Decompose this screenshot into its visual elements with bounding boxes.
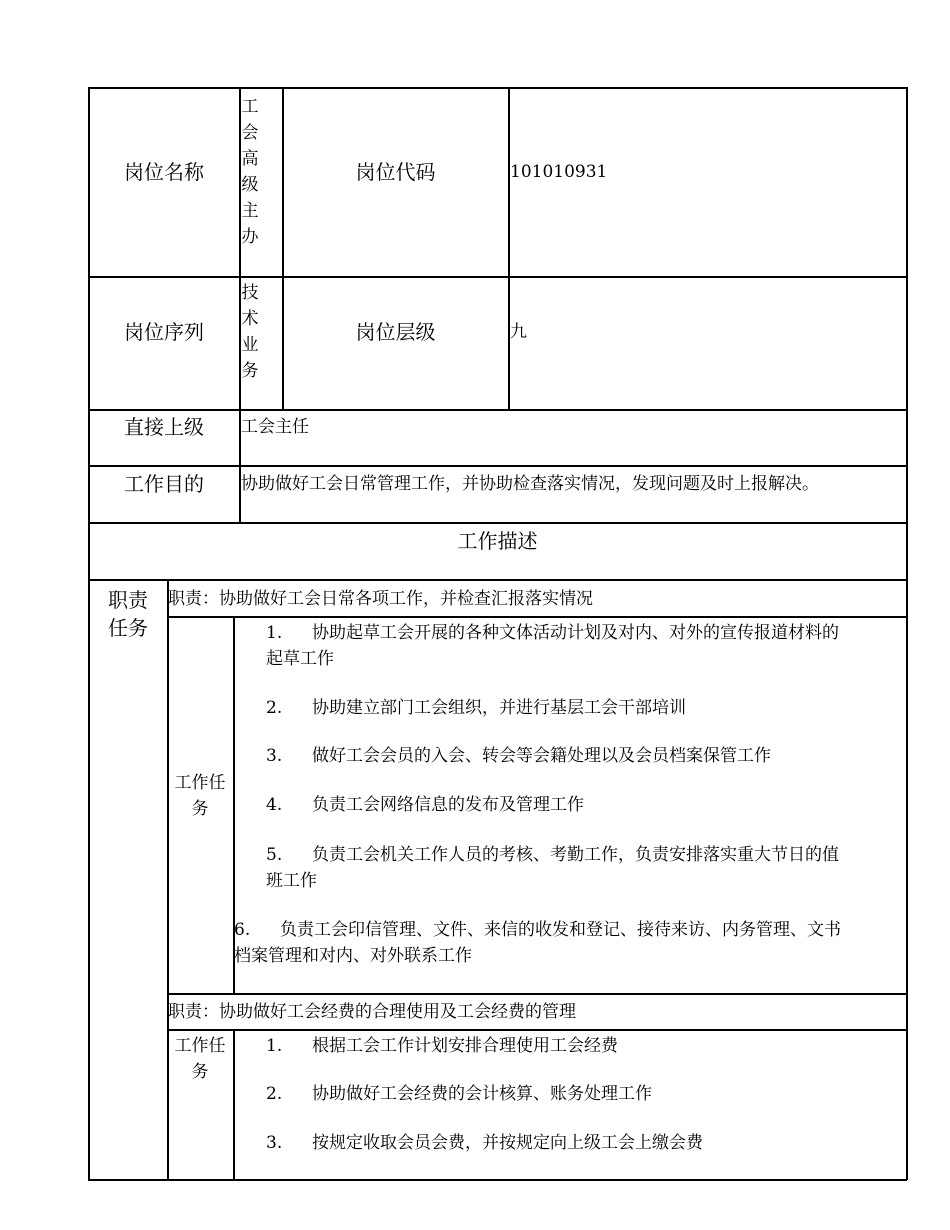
- task-number: 3.: [266, 1133, 283, 1153]
- duty1-task-item: [266, 696, 686, 720]
- row-divider: [88, 465, 907, 467]
- duty2-task-item: [266, 1131, 703, 1155]
- row-divider: [167, 993, 907, 995]
- task-text: 协助做好工会经费的会计核算、账务处理工作: [312, 1084, 652, 1104]
- direct-superior-value: 工会主任: [241, 417, 309, 437]
- table-border-top: [88, 87, 907, 89]
- duty1-task-item-cont: 班工作: [266, 871, 317, 891]
- row-divider: [167, 616, 907, 618]
- task-number: 3.: [266, 746, 283, 766]
- duty2-title: 职责：协助做好工会经费的合理使用及工会经费的管理: [168, 1002, 576, 1022]
- duty1-tasks-label: [168, 770, 232, 822]
- direct-superior-label: 直接上级: [124, 415, 204, 439]
- position-name-value: 工会高级主办: [241, 97, 259, 247]
- task-number: 5.: [266, 845, 283, 865]
- tasks-label-line2: 务: [191, 799, 209, 819]
- duties-label-line2: 任务: [108, 616, 148, 640]
- row-divider: [88, 409, 907, 411]
- position-name-label: 岗位名称: [124, 160, 204, 184]
- task-text: 负责工会印信管理、文件、来信的收发和登记、接待来访、内务管理、文书: [280, 920, 841, 940]
- position-level-label: 岗位层级: [355, 320, 436, 344]
- duties-label-line1: 职责: [108, 588, 148, 612]
- position-code-value: 101010931: [510, 162, 608, 182]
- duty1-task-item-cont: 起草工作: [266, 649, 334, 669]
- tasks-label-line2: 务: [191, 1062, 209, 1082]
- row-divider: [167, 1029, 907, 1031]
- work-purpose-label: 工作目的: [124, 472, 204, 496]
- task-text: 协助起草工会开展的各种文体活动计划及对内、对外的宣传报道材料的: [312, 623, 839, 643]
- position-sequence-label: 岗位序列: [124, 320, 204, 344]
- task-number: 2.: [266, 1084, 283, 1104]
- table-border-right: [906, 87, 908, 1180]
- task-text: 协助建立部门工会组织，并进行基层工会干部培训: [312, 698, 686, 718]
- col-divider: [282, 87, 284, 410]
- duty2-tasks-label: [168, 1033, 232, 1085]
- duty1-task-item: [266, 621, 896, 645]
- row-divider: [88, 522, 907, 524]
- task-text: 根据工会工作计划安排合理使用工会经费: [312, 1036, 618, 1056]
- duties-label: [89, 586, 167, 642]
- task-number: 6.: [234, 920, 251, 940]
- task-number: 2.: [266, 698, 283, 718]
- duty1-title: 职责：协助做好工会日常各项工作，并检查汇报落实情况: [168, 589, 593, 609]
- col-divider: [167, 579, 169, 1180]
- task-text: 负责工会机关工作人员的考核、考勤工作，负责安排落实重大节日的值: [312, 845, 839, 865]
- duty1-task-item: [266, 843, 896, 867]
- duty2-task-item: [266, 1082, 652, 1106]
- duty1-task-item: [234, 918, 904, 942]
- col-divider: [233, 1029, 235, 1180]
- task-number: 1.: [266, 623, 283, 643]
- task-number: 4.: [266, 795, 283, 815]
- position-sequence-value: 技术业务: [241, 283, 259, 381]
- work-description-header: 工作描述: [457, 529, 538, 553]
- task-text: 按规定收取会员会费，并按规定向上级工会上缴会费: [312, 1133, 703, 1153]
- task-number: 1.: [266, 1036, 283, 1056]
- duty2-task-item: [266, 1034, 618, 1058]
- table-border-bottom: [88, 1179, 907, 1181]
- duty1-task-item: [266, 793, 584, 817]
- tasks-label-line1: 工作任: [174, 1036, 226, 1056]
- tasks-label-line1: 工作任: [174, 773, 226, 793]
- work-purpose-value: 协助做好工会日常管理工作，并协助检查落实情况，发现问题及时上报解决。: [241, 474, 819, 494]
- row-divider: [88, 276, 907, 278]
- task-text: 负责工会网络信息的发布及管理工作: [312, 795, 584, 815]
- col-divider: [508, 87, 510, 410]
- position-level-value: 九: [510, 322, 527, 342]
- duty1-task-item: [266, 744, 771, 768]
- duty1-task-item-cont: 档案管理和对内、对外联系工作: [234, 946, 472, 966]
- position-code-label: 岗位代码: [355, 160, 436, 184]
- row-divider: [88, 579, 907, 581]
- task-text: 做好工会会员的入会、转会等会籍处理以及会员档案保管工作: [312, 746, 771, 766]
